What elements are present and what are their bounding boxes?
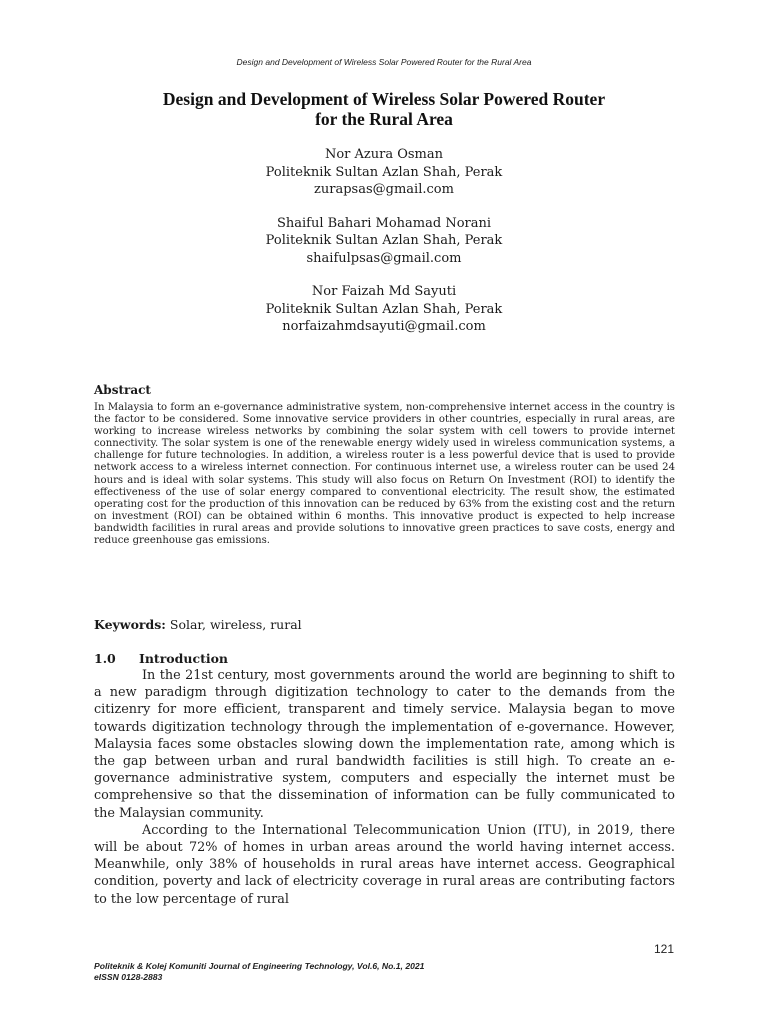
author-block — [0, 146, 768, 199]
section-body — [94, 667, 675, 908]
section-title: Introduction — [139, 651, 229, 666]
author-block — [0, 283, 768, 336]
abstract-text: In Malaysia to form an e-governance administrative system, non-comprehensive internet access in the country is the factor to be considered. Some innovative service providers in other countries, especially in rural areas, are working to increase wireless networks by combining the solar system with cell towers to provide internet connectivity. The solar system is one of the renewable energy widely used in wireless communication systems, a challenge for future technologies. In addition, a wireless router is a less powerful device that is used to provide network access to a wireless internet connection. For continuous internet use, a wireless router can be used 24 hours and is ideal with solar systems. This study will also focus on Return On Investment (ROI) to identify the effectiveness of the use of solar energy compared to conventional electricity. The result show, the estimated operating cost for the production of this innovation can be reduced by 63% from the existing cost and the return on investment (ROI) can be obtained within 6 months. This innovative product is expected to help increase bandwidth facilities in rural areas and provide solutions to innovative green practices to save costs, energy and reduce greenhouse gas emissions. — [94, 402, 675, 547]
title-line-1: Design and Development of Wireless Solar Powered Router — [162, 89, 606, 109]
author-name: Nor Azura Osman — [324, 147, 444, 162]
author-affiliation: Politeknik Sultan Azlan Shah, Perak — [265, 233, 503, 248]
page-number: 121 — [653, 942, 674, 956]
title-line-2: for the Rural Area — [315, 109, 453, 129]
section-number: 1.0 — [94, 651, 116, 666]
author-email: shaifulpsas@gmail.com — [306, 250, 462, 266]
author-affiliation: Politeknik Sultan Azlan Shah, Perak — [265, 301, 503, 317]
keywords-value: Solar, wireless, rural — [169, 617, 302, 632]
author-name: Nor Faizah Md Sayuti — [311, 284, 457, 299]
abstract-heading: Abstract — [94, 383, 151, 397]
keywords-line — [94, 617, 302, 632]
paper-title — [60, 89, 708, 129]
body-paragraph: In the 21st century, most governments around the world are beginning to shift to a new paradigm through digitization technology to cater to the demands from the citizenry for more efficient, transparent and timely service. Malaysia began to move towards digitization technology through the implementation of e-governance. However, Malaysia faces some obstacles slowing down the implementation rate, among which is the gap between urban and rural bandwidth facilities is still high. To create an e-governance administrative system, computers and especially the internet must be comprehensive so that the dissemination of information can be fully communicated to the Malaysian community. — [94, 668, 675, 821]
footer-journal: Politeknik & Kolej Komuniti Journal of Engineering Technology, Vol.6, No.1, 2021 — [94, 961, 425, 971]
running-header: Design and Development of Wireless Solar Powered Router for the Rural Area — [236, 57, 532, 67]
journal-footer — [94, 961, 424, 983]
author-list — [0, 146, 768, 352]
section-heading — [94, 651, 228, 666]
author-email: zurapsas@gmail.com — [314, 182, 454, 197]
author-block — [0, 215, 768, 268]
footer-issn: eISSN 0128-2883 — [94, 972, 163, 982]
author-email: norfaizahmdsayuti@gmail.com — [282, 319, 486, 334]
body-paragraph: According to the International Telecommunication Union (ITU), in 2019, there will be about 72% of homes in urban areas around the world having internet access. Meanwhile, only 38% of households in rural areas have internet access. Geographical condition, poverty and lack of electricity coverage in rural areas are contributing factors to the low percentage of rural — [94, 822, 675, 907]
author-name: Shaiful Bahari Mohamad Norani — [276, 215, 492, 231]
keywords-label: Keywords: — [94, 617, 166, 632]
author-affiliation: Politeknik Sultan Azlan Shah, Perak — [265, 164, 503, 180]
